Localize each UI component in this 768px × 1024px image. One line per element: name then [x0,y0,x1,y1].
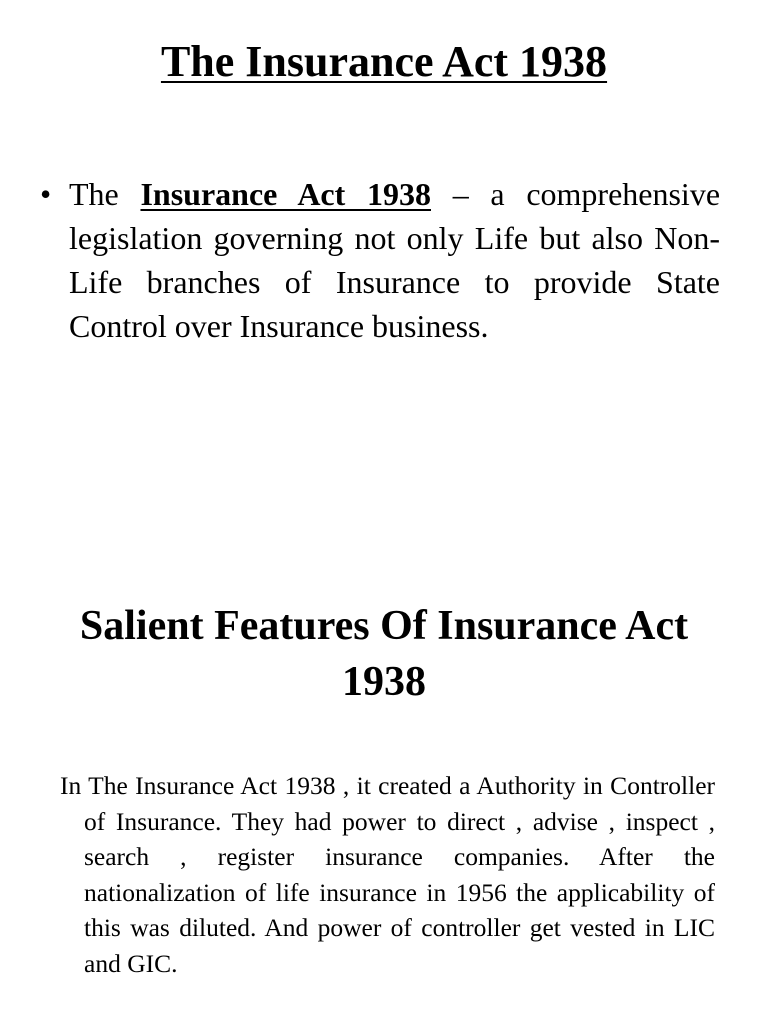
features-paragraph: In The Insurance Act 1938 , it created a Authority in Controller of Insurance. They had power to direct , advise , inspect , search , register insurance companies. After the nationalization of life insurance in 1956 the applicability of this was diluted. And power of controller get vested in LIC and GIC. [60,771,715,978]
act-name-emphasis: Insurance Act 1938 [140,176,431,212]
section-heading: Salient Features Of Insurance Act 1938 [79,603,689,705]
bullet-description: – a comprehensive legislation governing not only Life but also Non-Life branches of Insurance to provide State Control over Insurance business. [69,176,721,344]
bullet-item [40,172,720,348]
slide-title: The Insurance Act 1938 [160,37,608,86]
bullet-prefix: The [69,176,141,212]
bullet-icon: • [40,176,52,212]
bullet-text [69,172,720,348]
